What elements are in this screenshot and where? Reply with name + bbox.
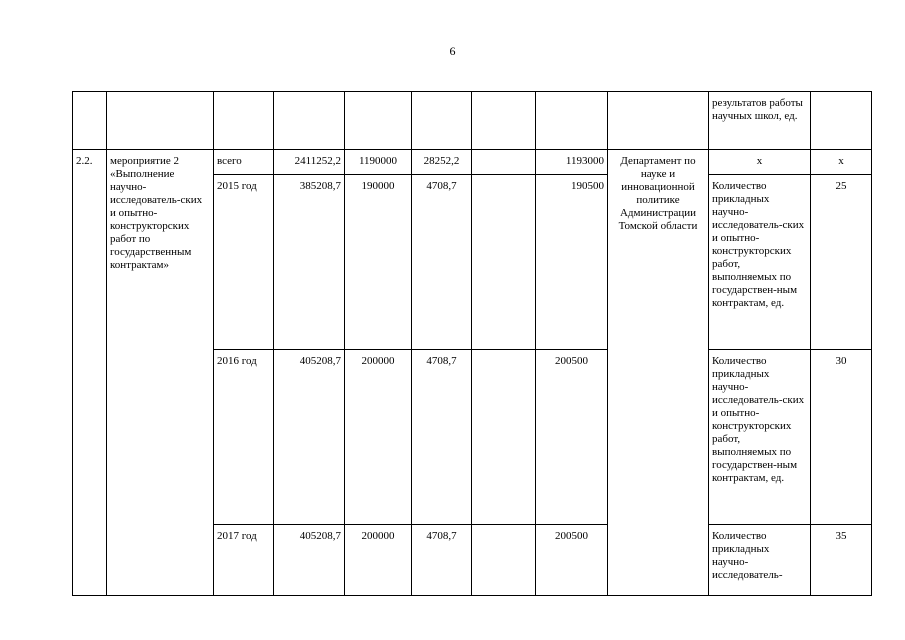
total-cell: 405208,7 (274, 525, 345, 596)
table-cell (536, 92, 608, 150)
value-cell: 1193000 (536, 150, 608, 175)
period-cell: всего (214, 150, 274, 175)
target-cell: х (811, 150, 872, 175)
value-cell (472, 525, 536, 596)
period-cell: 2017 год (214, 525, 274, 596)
value-cell: 28252,2 (412, 150, 472, 175)
value-cell: 4708,7 (412, 175, 472, 350)
indicator-cell: Количество прикладных научно-исследователь-ских и опытно-конструкторских работ, выполняемых по государствен-ным контрактам, ед. (709, 175, 811, 350)
table-row (73, 92, 872, 150)
indicator-cell: Количество прикладных научно-исследователь- (709, 525, 811, 596)
table-cell (345, 92, 412, 150)
target-cell: 30 (811, 350, 872, 525)
target-cell: 35 (811, 525, 872, 596)
target-cell: 25 (811, 175, 872, 350)
value-cell: 190500 (536, 175, 608, 350)
table-row (73, 150, 872, 175)
value-cell: 200500 (536, 350, 608, 525)
period-cell: 2015 год (214, 175, 274, 350)
indicator-cell: Количество прикладных научно-исследователь-ских и опытно-конструкторских работ, выполняемых по государствен-ным контрактам, ед. (709, 350, 811, 525)
value-cell: 200000 (345, 350, 412, 525)
indicator-cell: х (709, 150, 811, 175)
total-cell: 385208,7 (274, 175, 345, 350)
value-cell (472, 150, 536, 175)
page-number: 6 (449, 44, 456, 58)
total-cell: 405208,7 (274, 350, 345, 525)
table-cell (107, 92, 214, 150)
value-cell (472, 350, 536, 525)
program-table (72, 91, 872, 596)
table-cell (73, 92, 107, 150)
table-cell (412, 92, 472, 150)
total-cell: 2411252,2 (274, 150, 345, 175)
value-cell: 1190000 (345, 150, 412, 175)
value-cell: 200500 (536, 525, 608, 596)
table-cell (472, 92, 536, 150)
value-cell: 190000 (345, 175, 412, 350)
table-cell (811, 92, 872, 150)
value-cell: 200000 (345, 525, 412, 596)
table-cell (274, 92, 345, 150)
item-number: 2.2. (73, 150, 107, 596)
value-cell (472, 175, 536, 350)
value-cell: 4708,7 (412, 350, 472, 525)
value-cell: 4708,7 (412, 525, 472, 596)
department-cell: Департамент по науке и инновационной политике Администрации Томской области (608, 150, 709, 596)
period-cell: 2016 год (214, 350, 274, 525)
indicator-cell: результатов работы научных школ, ед. (709, 92, 811, 150)
item-name: мероприятие 2 «Выполнение научно-исследователь-ских и опытно-конструкторских работ по государственным контрактам» (107, 150, 214, 596)
table-cell (214, 92, 274, 150)
table-cell (608, 92, 709, 150)
